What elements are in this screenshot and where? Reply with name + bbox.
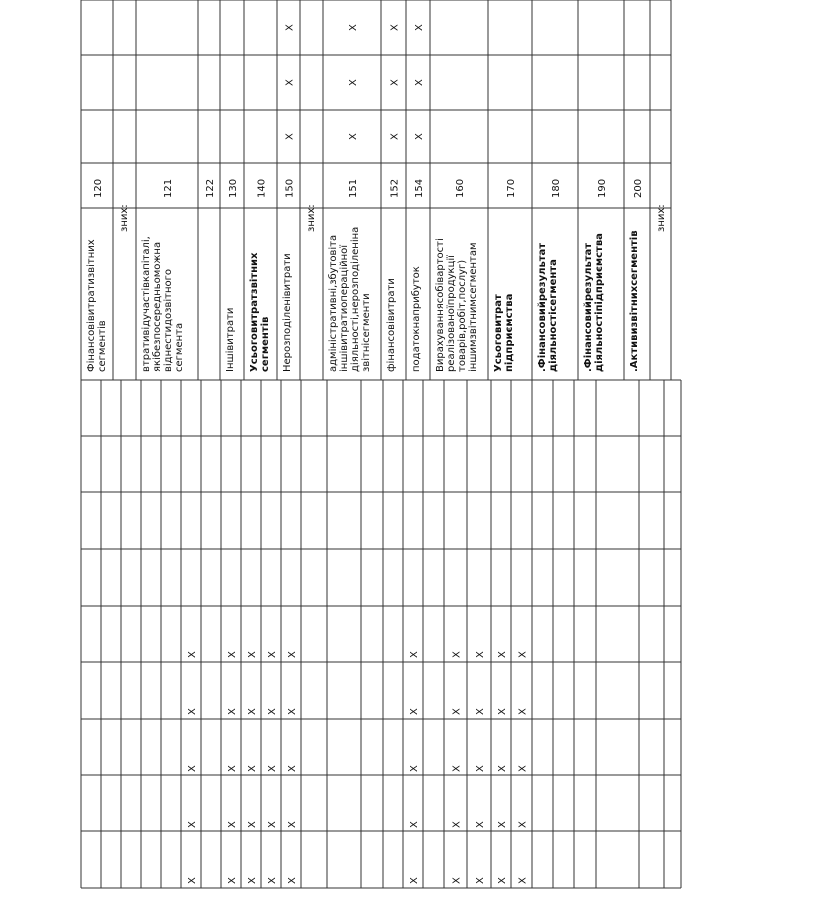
- row-code: 154: [414, 178, 425, 198]
- not-applicable-mark: X: [475, 765, 486, 772]
- not-applicable-mark: X: [187, 765, 198, 772]
- row-code: 152: [389, 178, 401, 198]
- not-applicable-mark: X: [389, 24, 401, 31]
- not-applicable-mark: X: [267, 651, 278, 658]
- row-code: 122: [205, 178, 216, 198]
- not-applicable-mark: X: [497, 765, 508, 772]
- not-applicable-mark: X: [451, 821, 463, 828]
- row-description: адміністративні,збутовітаіншівитратиопераційноїдіяльності,нерозподіленіназвітнісегменти: [328, 226, 372, 372]
- not-applicable-mark: X: [409, 708, 420, 715]
- not-applicable-mark: X: [497, 821, 508, 828]
- not-applicable-mark: X: [267, 877, 278, 884]
- not-applicable-mark: X: [451, 765, 463, 772]
- row-code: 190: [597, 178, 608, 198]
- not-applicable-mark: X: [267, 821, 278, 828]
- not-applicable-mark: X: [497, 877, 508, 884]
- not-applicable-mark: X: [451, 708, 463, 715]
- not-applicable-mark: X: [414, 24, 425, 31]
- not-applicable-mark: X: [475, 877, 486, 884]
- not-applicable-mark: X: [284, 133, 296, 140]
- not-applicable-mark: X: [517, 877, 529, 884]
- not-applicable-mark: X: [287, 765, 298, 772]
- not-applicable-mark: X: [414, 133, 425, 140]
- not-applicable-mark: X: [187, 877, 198, 884]
- not-applicable-mark: X: [348, 79, 359, 86]
- not-applicable-mark: X: [287, 651, 298, 658]
- not-applicable-mark: X: [284, 24, 296, 31]
- not-applicable-mark: X: [475, 708, 486, 715]
- row-code: 121: [163, 178, 174, 198]
- not-applicable-mark: X: [348, 24, 359, 31]
- not-applicable-mark: X: [247, 821, 258, 828]
- not-applicable-mark: X: [227, 708, 238, 715]
- not-applicable-mark: X: [187, 821, 198, 828]
- not-applicable-mark: X: [284, 79, 296, 86]
- row-code: 150: [284, 178, 296, 198]
- row-note-label: зних:: [656, 204, 667, 232]
- not-applicable-mark: X: [348, 133, 359, 140]
- row-code: 170: [506, 178, 517, 198]
- not-applicable-mark: X: [247, 765, 258, 772]
- not-applicable-mark: X: [227, 821, 238, 828]
- not-applicable-mark: X: [409, 651, 420, 658]
- not-applicable-mark: X: [267, 765, 278, 772]
- row-code: 120: [93, 178, 104, 198]
- row-description: втративідучастівкапіталі,якібезпосередньоможнавіднестидозвітногосегмента: [141, 236, 185, 372]
- row-code: 200: [633, 178, 644, 198]
- not-applicable-mark: X: [247, 651, 258, 658]
- row-code: 140: [256, 178, 268, 198]
- not-applicable-mark: X: [247, 708, 258, 715]
- not-applicable-mark: X: [409, 877, 420, 884]
- not-applicable-mark: X: [227, 765, 238, 772]
- row-description: Вирахуваннясобівартостіреалізованоїпродукціїтоварів,робіт,послуг)іншимзвітнимсегментам: [435, 238, 479, 372]
- not-applicable-mark: X: [287, 821, 298, 828]
- not-applicable-mark: X: [497, 708, 508, 715]
- row-description: Іншівитрати: [225, 307, 236, 372]
- not-applicable-mark: X: [475, 821, 486, 828]
- not-applicable-mark: X: [409, 821, 420, 828]
- not-applicable-mark: X: [247, 877, 258, 884]
- row-description: фінансовівитрати: [386, 278, 397, 372]
- row-code: 160: [455, 178, 466, 198]
- row-code: 151: [348, 178, 359, 198]
- row-description: Усьоговитратзвітнихсегментів: [249, 252, 271, 372]
- row-description: Нерозподіленівитрати: [282, 253, 293, 372]
- not-applicable-mark: X: [497, 651, 508, 658]
- not-applicable-mark: X: [517, 821, 529, 828]
- not-applicable-mark: X: [517, 708, 529, 715]
- row-description: .Фінансовийрезультатдіяльностіпідприємства: [583, 233, 605, 372]
- not-applicable-mark: X: [389, 79, 401, 86]
- not-applicable-mark: X: [451, 651, 463, 658]
- not-applicable-mark: X: [517, 651, 529, 658]
- not-applicable-mark: X: [187, 708, 198, 715]
- not-applicable-mark: X: [267, 708, 278, 715]
- row-description: Фінансовівитратизвітнихсегментів: [86, 239, 108, 372]
- row-code: 180: [551, 178, 562, 198]
- row-description: .Активизвітнихсегментів: [629, 230, 640, 372]
- row-note-label: зних:: [306, 204, 317, 232]
- not-applicable-mark: X: [475, 651, 486, 658]
- not-applicable-mark: X: [227, 877, 238, 884]
- not-applicable-mark: X: [227, 651, 238, 658]
- not-applicable-mark: X: [414, 79, 425, 86]
- not-applicable-mark: X: [389, 133, 401, 140]
- not-applicable-mark: X: [451, 877, 463, 884]
- not-applicable-mark: X: [187, 651, 198, 658]
- row-description: Усьоговитратпідприємства: [493, 293, 515, 372]
- row-note-label: зних:: [119, 204, 130, 232]
- row-description: податокнаприбуток: [411, 266, 422, 372]
- not-applicable-mark: X: [517, 765, 529, 772]
- row-code: 130: [228, 178, 239, 198]
- row-description: .Фінансовийрезультатдіяльностісегмента: [537, 242, 559, 372]
- not-applicable-mark: X: [287, 877, 298, 884]
- not-applicable-mark: X: [287, 708, 298, 715]
- not-applicable-mark: X: [409, 765, 420, 772]
